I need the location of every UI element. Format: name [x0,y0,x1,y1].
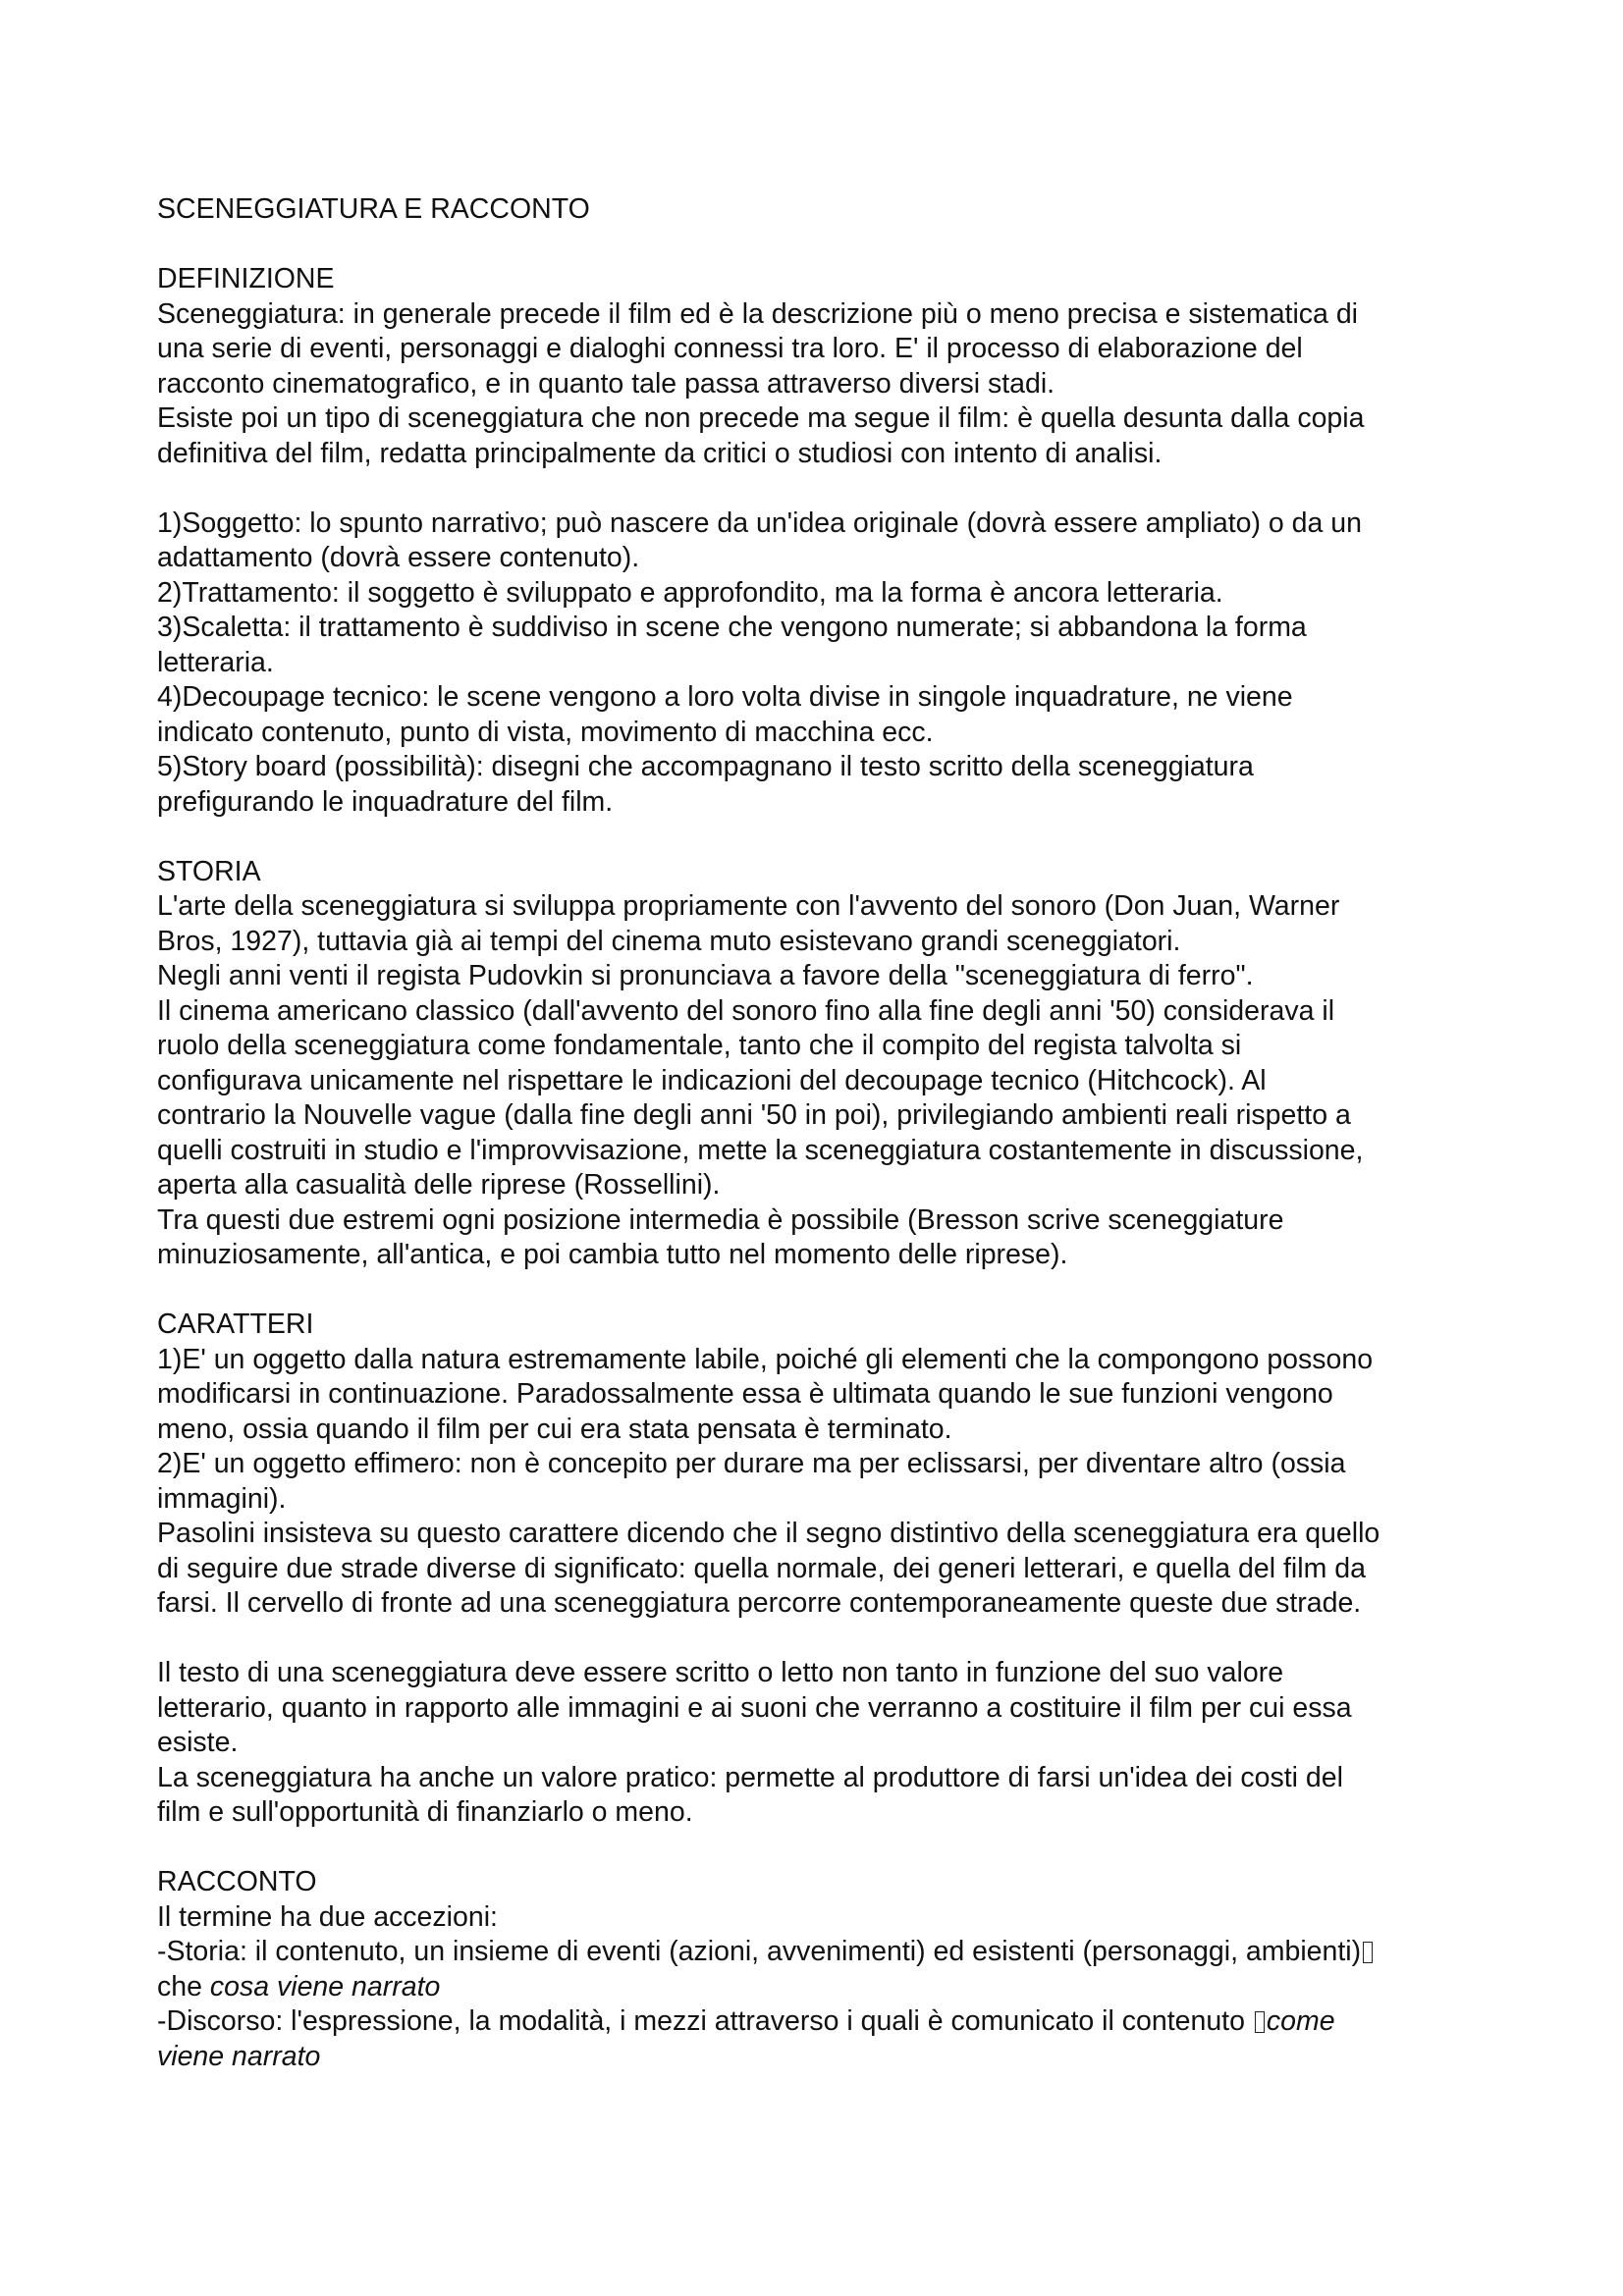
text-line: minuziosamente, all'antica, e poi cambia tutto nel momento delle riprese). [157,1239,1068,1270]
text-line: 2)E' un oggetto effimero: non è concepito per durare ma per eclissarsi, per diventare altro (ossia [157,1448,1346,1479]
text-line: La sceneggiatura ha anche un valore pratico: permette al produttore di farsi un'idea dei costi del [157,1761,1343,1793]
storia-definition-continuation [157,1970,1492,2005]
document-page [157,192,1492,2074]
text-line: Sceneggiatura: in generale precede il film ed è la descrizione più o meno precisa e sistematica di [157,297,1359,330]
spacer [157,1622,1492,1657]
document-title: SCENEGGIATURA E RACCONTO [157,193,590,225]
stage-line: indicato contenuto, punto di vista, movimento di macchina ecc. [157,716,934,748]
text-line: Tra questi due estremi ogni posizione intermedia è possibile (Bresson scrive sceneggiature [157,1203,1284,1236]
text-line: definitiva del film, redatta principalmente da critici o studiosi con intento di analisi. [157,437,1163,469]
text-line: Pasolini insisteva su questo carattere dicendo che il segno distintivo della sceneggiatura era quello [157,1518,1380,1549]
text-line: farsi. Il cervello di fronte ad una sceneggiatura percorre contemporaneamente queste due strade. [157,1587,1362,1619]
text-line: letterario, quanto in rapporto alle immagini e ai suoni che verranno a costituire il film per cui essa [157,1691,1352,1724]
discorso-definition-text: -Discorso: l'espressione, la modalità, i mezzi attraverso i quali è comunicato il contenuto [157,2005,1253,2037]
storia-definition-line [157,1935,1492,1970]
section-heading-racconto: RACCONTO [157,1866,317,1897]
text-line: 1)E' un oggetto dalla natura estremamente labile, poiché gli elementi che la compongono possono [157,1343,1374,1375]
stage-line: letteraria. [157,646,274,678]
text-line: modificarsi in continuazione. Paradossalmente essa è ultimata quando le sue funzioni vengono [157,1378,1333,1410]
text-line: Il termine ha due accezioni: [157,1900,498,1933]
text-line: aperta alla casualità delle riprese (Rossellini). [157,1169,721,1201]
text-line: Bros, 1927), tuttavia già ai tempi del cinema muto esistevano grandi sceneggiatori. [157,925,1181,957]
stage-line: prefigurando le inquadrature del film. [157,785,614,818]
discorso-definition-continuation: viene narrato [157,2040,321,2072]
text-line: ruolo della sceneggiatura come fondamentale, tanto che il compito del regista talvolta si [157,1030,1242,1061]
text-line: una serie di eventi, personaggi e dialoghi connessi tra loro. E' il processo di elaborazione del [157,333,1303,364]
spacer [157,1831,1492,1866]
text-line: meno, ossia quando il film per cui era stata pensata è terminato. [157,1413,952,1445]
text-line: Il cinema americano classico (dall'avvento del sonoro fino alla fine degli anni '50) considerava il [157,994,1335,1027]
text-line: L'arte della sceneggiatura si sviluppa propriamente con l'avvento del sonoro (Don Juan, Warner [157,890,1340,922]
stage-line: 4)Decoupage tecnico: le scene vengono a loro volta divise in singole inquadrature, ne viene [157,681,1293,713]
text-line: contrario la Nouvelle vague (dalla fine degli anni '50 in poi), privilegiando ambienti reali rispetto a [157,1099,1351,1131]
text-line: Negli anni venti il regista Pudovkin si pronunciava a favore della "sceneggiatura di ferro". [157,960,1254,991]
stage-line: 5)Story board (possibilità): disegni che accompagnano il testo scritto della sceneggiatura [157,751,1254,782]
section-heading-storia: STORIA [157,855,261,887]
spacer [157,471,1492,507]
stage-line: 3)Scaletta: il trattamento è suddiviso in scene che vengono numerate; si abbandona la forma [157,612,1307,643]
text-line: immagini). [157,1482,287,1515]
text-line: film e sull'opportunità di finanziarlo o meno. [157,1796,693,1828]
discorso-definition-line [157,2004,1492,2040]
storia-cont-italic: cosa viene narrato [209,1970,441,2002]
text-line: racconto cinematografico, e in quanto tale passa attraverso diversi stadi. [157,367,1055,400]
text-line: di seguire due strade diverse di significato: quella normale, dei generi letterari, e quella del film da [157,1552,1366,1584]
spacer [157,820,1492,855]
storia-definition-text: -Storia: il contenuto, un insieme di eventi (azioni, avvenimenti) ed esistenti (personaggi, ambienti) [157,1936,1362,1967]
spacer [157,228,1492,263]
text-line: esiste. [157,1727,239,1758]
text-line: Il testo di una sceneggiatura deve essere scritto o letto non tanto in funzione del suo valore [157,1657,1284,1688]
stage-line: 2)Trattamento: il soggetto è sviluppato e approfondito, ma la forma è ancora letteraria. [157,576,1223,609]
text-line: Esiste poi un tipo di sceneggiatura che non precede ma segue il film: è quella desunta dalla copia [157,402,1365,434]
spacer [157,1273,1492,1308]
arrow-symbol-icon [1255,2011,1265,2033]
storia-cont-plain: che [157,1970,210,2002]
stage-line: adattamento (dovrà essere contenuto). [157,542,640,573]
text-line: configurava unicamente nel rispettare le indicazioni del decoupage tecnico (Hitchcock). Al [157,1064,1267,1096]
section-heading-definizione: DEFINIZIONE [157,263,335,294]
arrow-symbol-icon [1363,1942,1373,1963]
text-line: quelli costruiti in studio e l'improvvisazione, mette la sceneggiatura costantemente in discussione, [157,1134,1364,1166]
stage-line: 1)Soggetto: lo spunto narrativo; può nascere da un'idea originale (dovrà essere ampliato) o da un [157,507,1362,539]
section-heading-caratteri: CARATTERI [157,1308,314,1340]
discorso-italic: come [1266,2005,1335,2037]
